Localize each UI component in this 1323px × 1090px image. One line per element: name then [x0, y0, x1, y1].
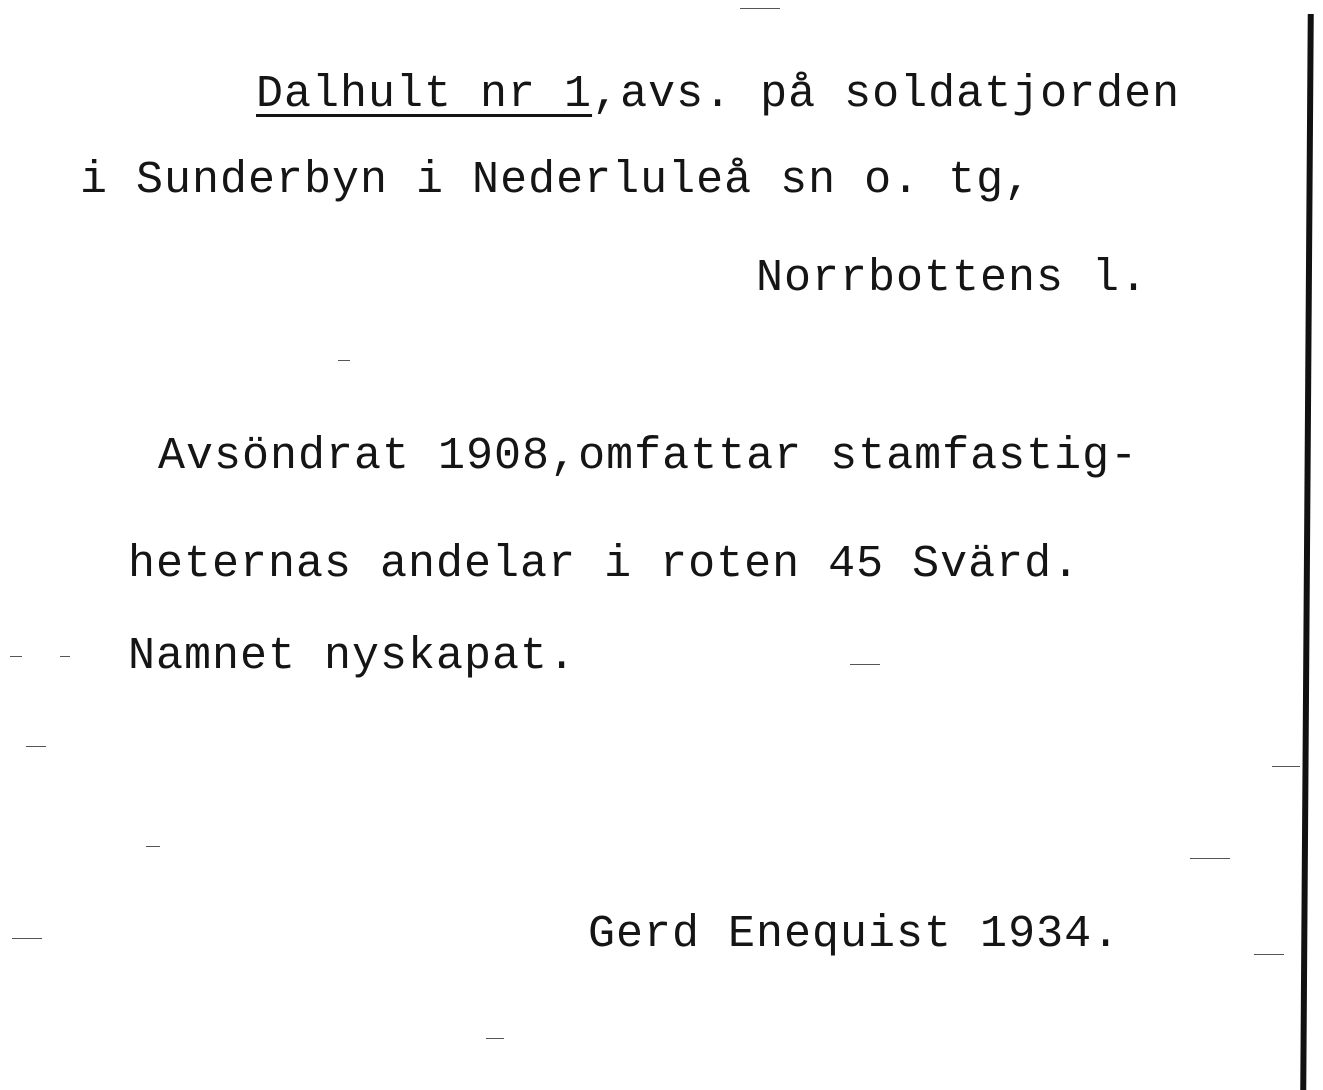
name-origin-line: Namnet nyskapat. [128, 631, 577, 682]
scan-speck [1254, 954, 1284, 955]
location-line: i Sunderbyn i Nederluleå sn o. tg, [80, 155, 1033, 206]
scan-speck [850, 664, 880, 665]
place-description-start: ,avs. på soldatjorden [592, 69, 1181, 120]
scan-speck [1272, 766, 1300, 767]
history-line-1: Avsöndrat 1908,omfattar stamfastig- [158, 431, 1139, 482]
signature-line: Gerd Enequist 1934. [588, 909, 1121, 960]
card-edge-line [1300, 14, 1314, 1090]
place-heading-line [256, 69, 1181, 120]
history-line-2: heternas andelar i roten 45 Svärd. [128, 539, 1081, 590]
county-line: Norrbottens l. [756, 253, 1149, 304]
place-name: Dalhult nr 1 [256, 69, 593, 120]
scan-speck [146, 846, 160, 847]
scan-speck [26, 746, 46, 747]
scan-speck [1190, 858, 1230, 859]
scan-speck [60, 656, 70, 657]
scan-speck [740, 8, 780, 9]
scan-speck [10, 656, 22, 657]
scan-speck [12, 938, 42, 939]
scan-speck [338, 360, 350, 361]
scan-speck [486, 1038, 504, 1039]
